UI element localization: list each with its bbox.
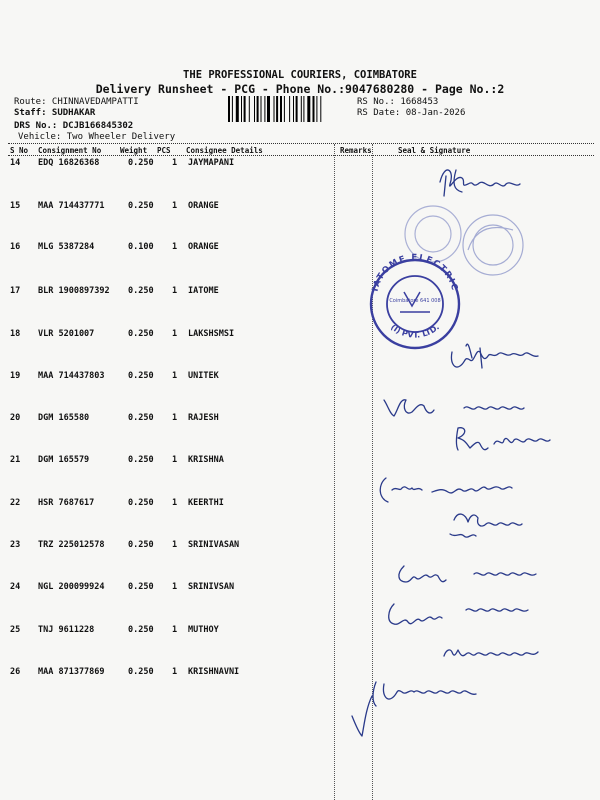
vehicle-label: Vehicle: Two Wheeler Delivery	[18, 132, 176, 142]
row-sno: 18	[10, 329, 21, 339]
table-row	[0, 242, 600, 256]
signature-mark	[373, 682, 476, 706]
row-sno: 22	[10, 498, 21, 508]
signature-mark	[451, 351, 538, 367]
table-row	[0, 625, 600, 639]
row-sno: 19	[10, 371, 21, 381]
row-consignment-no: EDQ 16826368	[38, 158, 100, 168]
row-weight: 0.100	[128, 242, 154, 252]
table-row	[0, 667, 600, 681]
row-consignment-no: MAA 714437803	[38, 371, 105, 381]
row-weight: 0.250	[128, 329, 154, 339]
row-consignment-no: MAA 714437771	[38, 201, 105, 211]
table-row	[0, 158, 600, 172]
row-weight: 0.250	[128, 158, 154, 168]
col-remarks: Remarks	[340, 146, 372, 155]
rs-date: RS Date: 08-Jan-2026	[357, 108, 466, 118]
row-sno: 23	[10, 540, 21, 550]
signature-mark	[444, 650, 538, 656]
col-consignee: Consignee Details	[186, 146, 263, 155]
row-pcs: 1	[172, 286, 178, 296]
row-consignee: KEERTHI	[188, 498, 224, 508]
signature-mark	[466, 344, 482, 368]
row-consignee: IATOME	[188, 286, 219, 296]
row-pcs: 1	[172, 498, 178, 508]
signature-mark	[466, 609, 528, 611]
table-row	[0, 201, 600, 215]
stamp-bottom-text: (I) PVT. LTD.	[388, 322, 442, 340]
signature-mark	[457, 428, 489, 450]
row-weight: 0.250	[128, 371, 154, 381]
signature-mark	[432, 487, 512, 493]
row-weight: 0.250	[128, 540, 154, 550]
row-pcs: 1	[172, 371, 178, 381]
rs-number: RS No.: 1668453	[357, 97, 439, 107]
row-consignment-no: VLR 5201007	[38, 329, 95, 339]
row-consignee: KRISHNA	[188, 455, 224, 465]
barcode-icon	[228, 96, 352, 122]
row-sno: 20	[10, 413, 21, 423]
row-sno: 21	[10, 455, 21, 465]
row-sno: 16	[10, 242, 21, 252]
row-pcs: 1	[172, 158, 178, 168]
row-sno: 14	[10, 158, 21, 168]
row-pcs: 1	[172, 413, 178, 423]
row-weight: 0.250	[128, 455, 154, 465]
row-sno: 15	[10, 201, 21, 211]
col-sno: S No	[10, 146, 29, 155]
row-consignee: RAJESH	[188, 413, 219, 423]
row-sno: 17	[10, 286, 21, 296]
row-consignee: SRINIVASAN	[188, 540, 240, 550]
signature-mark	[440, 170, 520, 186]
row-consignment-no: HSR 7687617	[38, 498, 95, 508]
row-pcs: 1	[172, 540, 178, 550]
row-consignment-no: NGL 200099924	[38, 582, 105, 592]
row-consignee: ORANGE	[188, 201, 219, 211]
col-weight: Weight	[120, 146, 148, 155]
stamp-center-text: Coimbatore 641 008	[389, 298, 441, 304]
row-consignee: UNITEK	[188, 371, 219, 381]
stamp-top-text: IATOME ELECTRIC	[370, 252, 460, 293]
row-pcs: 1	[172, 582, 178, 592]
col-seal-signature: Seal & Signature	[398, 146, 471, 155]
row-pcs: 1	[172, 329, 178, 339]
drs-number: DRS No.: DCJB166845302	[14, 121, 134, 131]
row-consignment-no: MLG 5387284	[38, 242, 95, 252]
row-pcs: 1	[172, 242, 178, 252]
signature-mark	[464, 407, 524, 409]
signature-mark	[454, 514, 522, 526]
signature-mark	[474, 573, 536, 575]
row-consignee: KRISHNAVNI	[188, 667, 240, 677]
table-row	[0, 582, 600, 596]
row-consignment-no: TNJ 9611228	[38, 625, 95, 635]
signature-mark	[399, 566, 446, 582]
row-consignment-no: TRZ 225012578	[38, 540, 105, 550]
row-consignee: SRINIVSAN	[188, 582, 235, 592]
table-row	[0, 413, 600, 427]
col-pcs: PCS	[157, 146, 171, 155]
header-bottom-rule	[8, 155, 594, 156]
row-weight: 0.250	[128, 667, 154, 677]
table-row	[0, 498, 600, 512]
row-weight: 0.250	[128, 201, 154, 211]
col-consignment: Consignment No	[38, 146, 102, 155]
row-consignee: ORANGE	[188, 242, 219, 252]
row-consignment-no: DGM 165580	[38, 413, 90, 423]
runsheet-subtitle: Delivery Runsheet - PCG - Phone No.:9047680280 - Page No.:2	[95, 82, 505, 96]
table-row	[0, 371, 600, 385]
signature-mark	[450, 534, 476, 537]
row-consignment-no: DGM 165579	[38, 455, 90, 465]
row-consignee: LAKSHSMSI	[188, 329, 235, 339]
route-label: Route: CHINNAVEDAMPATTI	[14, 97, 139, 107]
row-pcs: 1	[172, 667, 178, 677]
signature-mark	[494, 438, 550, 444]
row-weight: 0.250	[128, 625, 154, 635]
row-pcs: 1	[172, 625, 178, 635]
header-top-rule	[8, 143, 594, 144]
table-row	[0, 286, 600, 300]
row-sno: 25	[10, 625, 21, 635]
row-consignment-no: BLR 1900897392	[38, 286, 110, 296]
row-pcs: 1	[172, 455, 178, 465]
row-consignee: JAYMAPANI	[188, 158, 235, 168]
row-pcs: 1	[172, 201, 178, 211]
row-sno: 24	[10, 582, 21, 592]
row-sno: 26	[10, 667, 21, 677]
table-row	[0, 329, 600, 343]
row-consignment-no: MAA 871377869	[38, 667, 105, 677]
signature-mark	[389, 604, 442, 624]
staff-label: Staff: SUDHAKAR	[14, 108, 96, 118]
row-consignee: MUTHOY	[188, 625, 219, 635]
company-title: THE PROFESSIONAL COURIERS, COIMBATORE	[183, 69, 417, 81]
row-weight: 0.250	[128, 286, 154, 296]
table-row	[0, 455, 600, 469]
row-weight: 0.250	[128, 498, 154, 508]
signature-mark	[352, 696, 372, 736]
table-row	[0, 540, 600, 554]
signature-mark	[444, 170, 462, 196]
row-weight: 0.250	[128, 413, 154, 423]
row-weight: 0.250	[128, 582, 154, 592]
